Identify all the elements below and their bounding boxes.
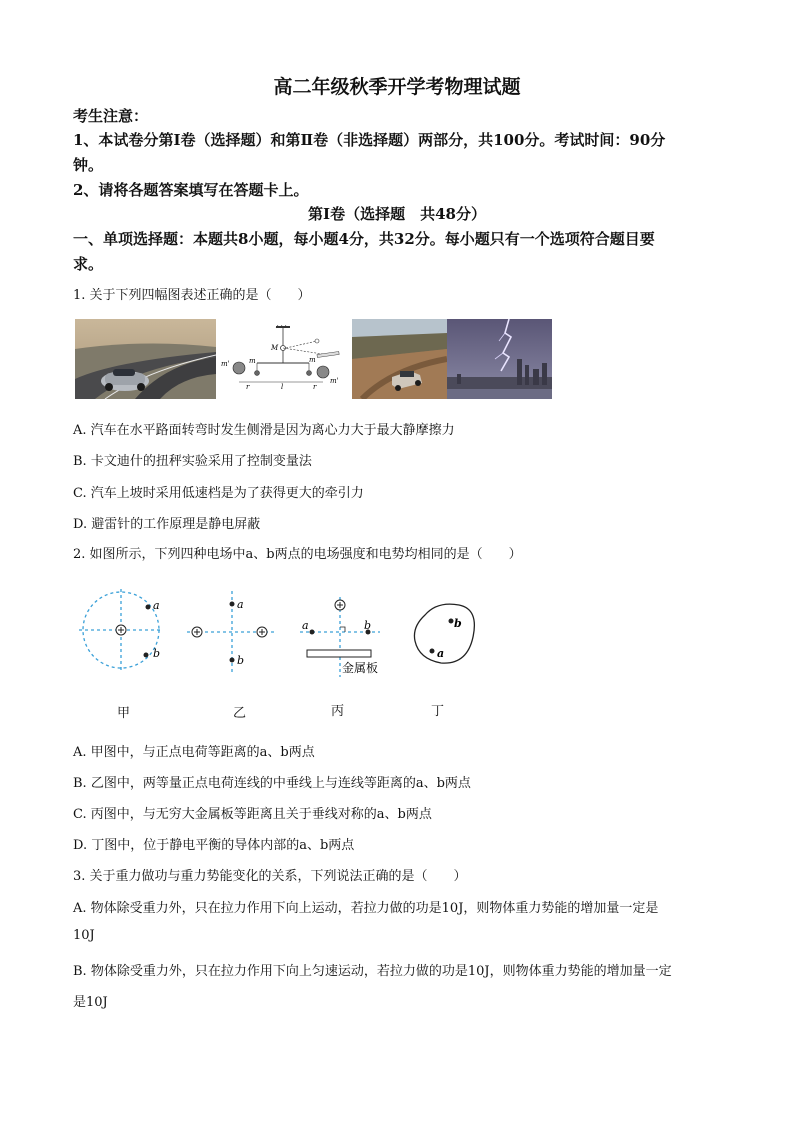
diagram-jia <box>79 589 163 671</box>
diagram-yi <box>187 591 275 673</box>
ding-point-b: b <box>454 617 462 630</box>
label-m-right: m <box>309 356 316 364</box>
diagram-ding <box>414 604 474 663</box>
label-r-right: r <box>313 383 317 391</box>
metal-plate-label: 金属板 <box>342 661 379 675</box>
q2-stem: 2. 如图所示，下列四种电场中a、b两点的电场强度和电势均相同的是（ ） <box>73 547 522 562</box>
notice-heading: 考生注意： <box>73 107 149 125</box>
label-m-prime-right: m' <box>330 377 339 385</box>
label-m-left: m <box>249 357 256 365</box>
q3-option-b-cont: 是10J <box>73 995 108 1010</box>
car-turning-photo <box>75 319 216 399</box>
q3-option-b: B. 物体除受重力外，只在拉力作用下向上匀速运动，若拉力做的功是10J，则物体重力势能的增加量一定 <box>73 964 672 979</box>
page-title: 高二年级秋季开学考物理试题 <box>273 76 521 98</box>
electric-field-diagrams <box>75 585 505 685</box>
label-M: M <box>271 344 279 352</box>
jia-point-a: a <box>153 599 160 612</box>
yi-point-a: a <box>237 598 244 611</box>
q1-option-b: B. 卡文迪什的扭秤实验采用了控制变量法 <box>73 454 312 469</box>
q2-option-c: C. 丙图中，与无穷大金属板等距离且关于垂线对称的a、b两点 <box>73 807 432 822</box>
caption-yi: 乙 <box>233 706 247 721</box>
q2-option-a: A. 甲图中，与正点电荷等距离的a、b两点 <box>73 745 315 760</box>
section-title: 第Ⅰ卷（选择题 共48分） <box>308 205 486 223</box>
q3-option-a-cont: 10J <box>73 928 95 943</box>
q1-option-a: A. 汽车在水平路面转弯时发生侧滑是因为离心力大于最大静摩擦力 <box>73 423 455 438</box>
torsion-balance-diagram <box>221 325 349 392</box>
q3-stem: 3. 关于重力做功与重力势能变化的关系，下列说法正确的是（ ） <box>73 869 467 884</box>
q1-stem: 1. 关于下列四幅图表述正确的是（ ） <box>73 288 311 303</box>
bing-point-b: b <box>364 619 372 632</box>
ding-point-a: a <box>437 647 445 660</box>
yi-point-b: b <box>237 654 245 667</box>
notice-item-2: 2、请将各题答案填写在答题卡上。 <box>73 181 309 199</box>
label-l: l <box>281 383 284 391</box>
caption-bing: 丙 <box>331 704 345 719</box>
q2-option-b: B. 乙图中，两等量正点电荷连线的中垂线上与连线等距离的a、b两点 <box>73 776 471 791</box>
suv-uphill-photo <box>352 319 447 399</box>
diagram-bing <box>300 597 380 677</box>
notice-item-1: 1、本试卷分第Ⅰ卷（选择题）和第Ⅱ卷（非选择题）两部分，共100分。考试时间：90分 <box>73 131 666 149</box>
bing-point-a: a <box>302 619 309 632</box>
q1-option-c: C. 汽车上坡时采用低速档是为了获得更大的牵引力 <box>73 486 364 501</box>
caption-ding: 丁 <box>431 704 445 719</box>
lightning-rod-photo <box>447 319 552 399</box>
jia-point-b: b <box>153 647 161 660</box>
notice-item-1-cont: 钟。 <box>73 156 104 174</box>
q3-option-a: A. 物体除受重力外，只在拉力作用下向上运动，若拉力做的功是10J，则物体重力势能的增加量一定是 <box>73 901 659 916</box>
q2-option-d: D. 丁图中，位于静电平衡的导体内部的a、b两点 <box>73 838 355 853</box>
section-instructions: 一、单项选择题：本题共8小题，每小题4分，共32分。每小题只有一个选项符合题目要 <box>73 230 655 248</box>
label-m-prime-left: m' <box>221 360 230 368</box>
label-r-left: r <box>246 383 250 391</box>
caption-jia: 甲 <box>117 706 131 721</box>
section-instructions-cont: 求。 <box>73 255 104 273</box>
q1-option-d: D. 避雷针的工作原理是静电屏蔽 <box>73 517 261 532</box>
